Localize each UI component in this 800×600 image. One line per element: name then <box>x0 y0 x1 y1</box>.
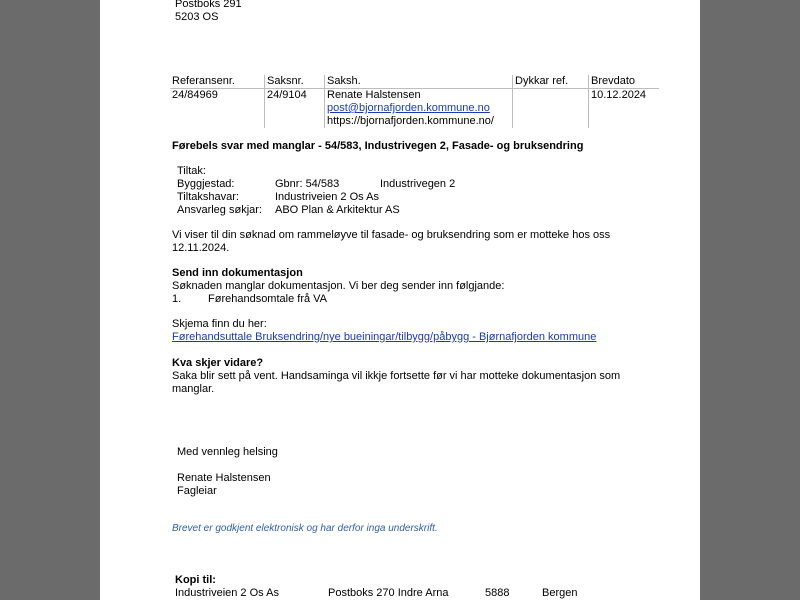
send-inn-heading: Send inn dokumentasjon <box>172 267 303 279</box>
letter-subject: Førebels svar med manglar - 54/583, Industrivegen 2, Fasade- og bruksendring <box>172 140 584 152</box>
closing-title: Fagleiar <box>177 485 217 497</box>
kva-skjer-heading: Kva skjer vidare? <box>172 357 264 369</box>
kopi-recipient-postcode: 5888 <box>485 587 510 599</box>
value-dykkar-ref <box>513 89 589 129</box>
address-line-2: 5203 OS <box>175 11 219 23</box>
tiltak-byggjestad-label: Byggjestad: <box>177 178 235 190</box>
value-brevdato: 10.12.2024 <box>589 89 660 129</box>
tiltak-ansvarleg-label: Ansvarleg søkjar: <box>177 204 262 216</box>
case-handler-website: https://bjornafjorden.kommune.no/ <box>327 115 494 127</box>
list-item-number: 1. <box>172 293 182 305</box>
kopi-recipient-name: Industriveien 2 Os As <box>175 587 279 599</box>
header-saksh: Saksh. <box>325 75 513 89</box>
header-dykkar-ref: Dykkar ref. <box>513 75 589 89</box>
closing-name: Renate Halstensen <box>177 472 271 484</box>
skjema-link[interactable]: Førehandsuttale Bruksendring/nye bueiningar/tilbygg/påbygg - Bjørnafjorden kommune <box>172 331 597 343</box>
kva-skjer-line-2: manglar. <box>172 383 215 395</box>
header-brevdato: Brevdato <box>589 75 660 89</box>
list-item-text: Førehandsomtale frå VA <box>208 293 328 305</box>
value-saksnr: 24/9104 <box>265 89 325 129</box>
tiltak-heading: Tiltak: <box>177 165 206 177</box>
header-referansenr: Referansenr. <box>170 75 265 89</box>
kopi-recipient-city: Bergen <box>542 587 578 599</box>
tiltak-ansvarleg-value: ABO Plan & Arkitektur AS <box>275 204 400 216</box>
send-inn-text: Søknaden manglar dokumentasjon. Vi ber deg sender inn følgjande: <box>172 280 505 292</box>
tiltak-tiltakshavar-value: Industriveien 2 Os As <box>275 191 379 203</box>
closing-greeting: Med vennleg helsing <box>177 446 278 458</box>
case-handler-email-link[interactable]: post@bjornafjorden.kommune.no <box>327 102 490 114</box>
skjema-label: Skjema finn du her: <box>172 318 267 330</box>
tiltak-byggjestad-address: Industrivegen 2 <box>380 178 456 190</box>
address-line-1: Postboks 291 <box>175 0 242 10</box>
signature-note: Brevet er godkjent elektronisk og har derfor inga underskrift. <box>172 523 438 534</box>
case-handler-name: Renate Halstensen <box>327 89 421 101</box>
reference-table <box>170 75 659 128</box>
intro-line-2: 12.11.2024. <box>172 242 230 254</box>
intro-line-1: Vi viser til din søknad om rammeløyve til fasade- og bruksendring som er motteke hos oss <box>172 229 611 241</box>
value-saksh <box>325 89 513 129</box>
tiltak-byggjestad-gbnr: Gbnr: 54/583 <box>275 178 340 190</box>
header-saksnr: Saksnr. <box>265 75 325 89</box>
kopi-heading: Kopi til: <box>175 574 216 586</box>
letter-page <box>100 0 700 600</box>
value-referansenr: 24/84969 <box>172 89 218 101</box>
kopi-recipient-address: Postboks 270 Indre Arna <box>328 587 449 599</box>
kva-skjer-line-1: Saka blir sett på vent. Handsaminga vil ikkje fortsette før vi har motteke dokumentasjon som <box>172 370 621 382</box>
tiltak-tiltakshavar-label: Tiltakshavar: <box>177 191 239 203</box>
